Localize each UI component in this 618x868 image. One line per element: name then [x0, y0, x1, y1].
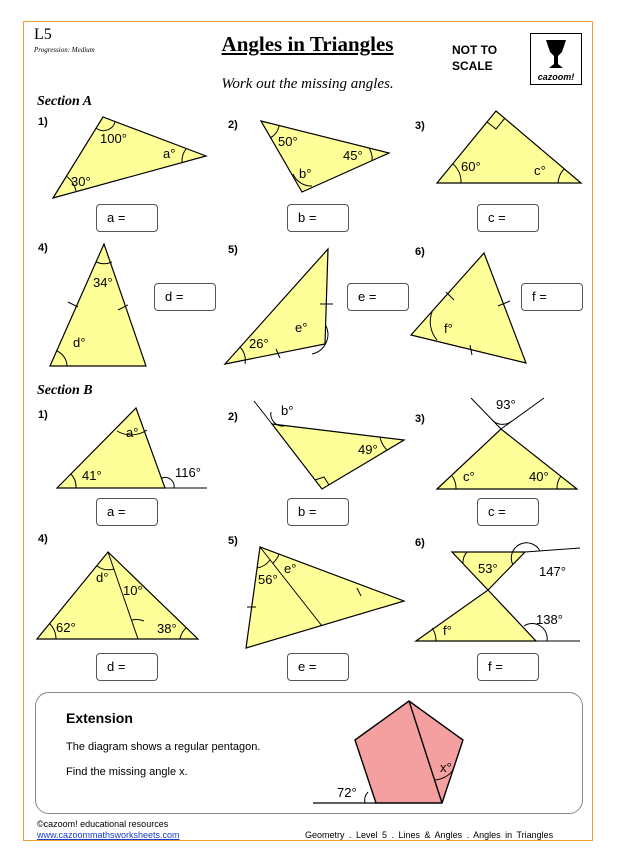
- progression-label: Progression: Medium: [34, 46, 95, 54]
- angle-label: b°: [281, 403, 294, 418]
- angle-label: 60°: [461, 159, 481, 174]
- angle-label: 34°: [93, 275, 113, 290]
- question-number: 4): [38, 242, 48, 254]
- angle-label: e°: [284, 561, 297, 576]
- angle-label: b°: [299, 166, 312, 181]
- answer-box-b3[interactable]: c =: [477, 498, 539, 526]
- angle-label: d°: [73, 335, 86, 350]
- angle-label: 38°: [157, 621, 177, 636]
- answer-box-a5[interactable]: e =: [347, 283, 409, 311]
- angle-label: e°: [295, 320, 308, 335]
- scale-line-2: SCALE: [452, 59, 493, 73]
- question-number: 1): [38, 409, 48, 421]
- answer-box-b2[interactable]: b =: [287, 498, 349, 526]
- question-number: 3): [415, 413, 425, 425]
- angle-label: 45°: [343, 148, 363, 163]
- question-number: 6): [415, 537, 425, 549]
- page-title: Angles in Triangles: [221, 32, 394, 56]
- extension-line-1: The diagram shows a regular pentagon.: [66, 741, 261, 753]
- question-number: 6): [415, 246, 425, 258]
- angle-label: d°: [96, 570, 109, 585]
- question-number: 5): [228, 535, 238, 547]
- triangle-b2: [272, 424, 404, 489]
- angle-label: 50°: [278, 134, 298, 149]
- angle-label: 138°: [536, 612, 563, 627]
- angle-label: x°: [440, 760, 452, 775]
- triangle-a2: [261, 121, 389, 192]
- angle-label: 41°: [82, 468, 102, 483]
- question-number: 5): [228, 244, 238, 256]
- triangle-a5: [225, 249, 328, 364]
- triangle-b3: [437, 429, 577, 489]
- angle-label: 30°: [71, 174, 91, 189]
- angle-label: 40°: [529, 469, 549, 484]
- triangle-a6: [411, 253, 526, 363]
- angle-label: c°: [534, 163, 546, 178]
- section-a-heading: Section A: [37, 94, 93, 109]
- extension-line-2: Find the missing angle x.: [66, 766, 188, 778]
- instruction-text: Work out the missing angles.: [221, 76, 394, 92]
- answer-box-a4[interactable]: d =: [154, 283, 216, 311]
- triangle-b5: [246, 547, 404, 648]
- angle-label: 100°: [100, 131, 127, 146]
- angle-label: c°: [463, 469, 475, 484]
- scale-line-1: NOT TO: [452, 43, 498, 57]
- question-number: 2): [228, 411, 238, 423]
- answer-box-a6[interactable]: f =: [521, 283, 583, 311]
- level-label: L5: [34, 26, 52, 43]
- angle-label: 93°: [496, 397, 516, 412]
- angle-label: 26°: [249, 336, 269, 351]
- answer-box-b6[interactable]: f =: [477, 653, 539, 681]
- angle-label: 62°: [56, 620, 76, 635]
- angle-label: 72°: [337, 785, 357, 800]
- footer-url-link[interactable]: www.cazoommathsworksheets.com: [37, 830, 180, 840]
- angle-label: f°: [443, 623, 452, 638]
- extension-title: Extension: [66, 710, 133, 726]
- angle-label: 10°: [123, 583, 143, 598]
- logo-text: cazoom!: [537, 72, 575, 82]
- footer-tags: Geometry . Level 5 . Lines & Angles . Angles in Triangles: [305, 830, 554, 840]
- answer-box-a2[interactable]: b =: [287, 204, 349, 232]
- angle-label: 116°: [175, 465, 201, 480]
- angle-label: 147°: [539, 564, 566, 579]
- angle-label: 56°: [258, 572, 278, 587]
- section-b-heading: Section B: [37, 383, 93, 398]
- answer-box-a3[interactable]: c =: [477, 204, 539, 232]
- question-number: 3): [415, 120, 425, 132]
- question-number: 4): [38, 533, 48, 545]
- question-number: 1): [38, 116, 48, 128]
- angle-label: a°: [126, 425, 139, 440]
- angle-label: 49°: [358, 442, 378, 457]
- answer-box-a1[interactable]: a =: [96, 204, 158, 232]
- answer-box-b4[interactable]: d =: [96, 653, 158, 681]
- footer-copyright: ©cazoom! educational resources: [37, 819, 169, 829]
- triangle-b6-bottom: [416, 590, 536, 641]
- answer-box-b5[interactable]: e =: [287, 653, 349, 681]
- answer-box-b1[interactable]: a =: [96, 498, 158, 526]
- question-number: 2): [228, 119, 238, 131]
- angle-label: 53°: [478, 561, 498, 576]
- angle-label: a°: [163, 146, 176, 161]
- angle-label: f°: [444, 321, 453, 336]
